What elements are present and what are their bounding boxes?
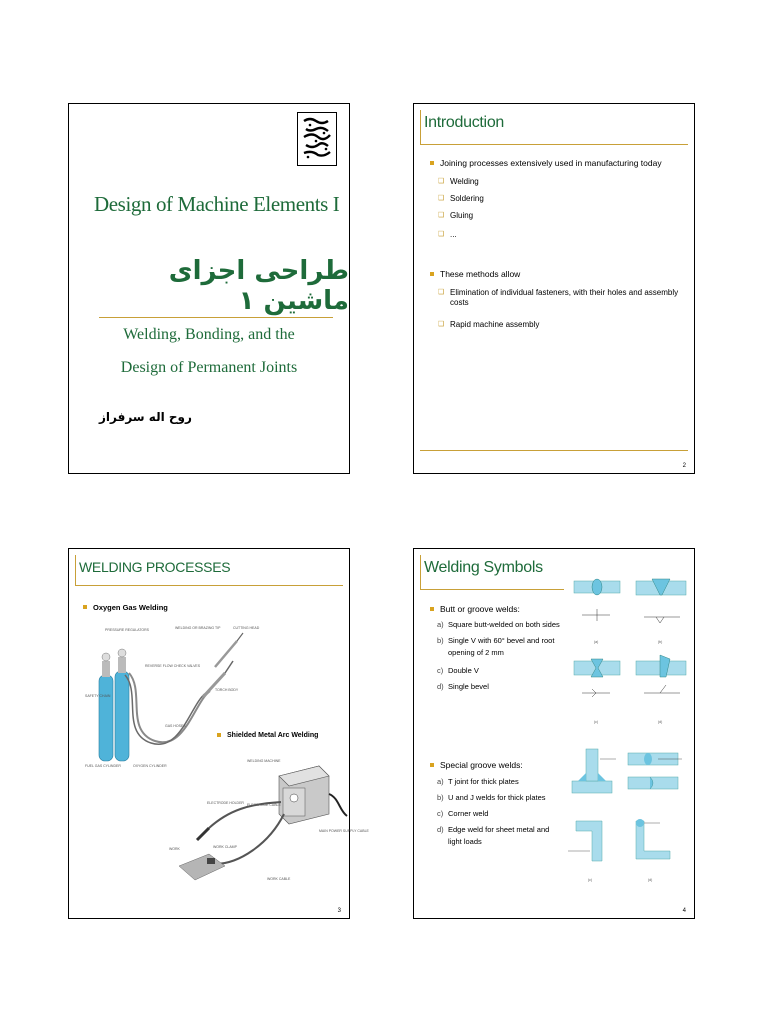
list-item: d) Single bevel [437, 682, 489, 691]
label-check-valves: REVERSE FLOW CHECK VALVES [145, 664, 201, 668]
slide-4 [413, 548, 695, 919]
square-bullet-icon: ❑ [438, 289, 445, 296]
arc-welding-figure [169, 754, 369, 894]
square-bullet-icon: ❑ [438, 321, 445, 328]
square-bullet-icon: ❑ [438, 231, 445, 238]
list-item: b) U and J welds for thick plates [437, 793, 546, 802]
label-pressure-regulators: PRESSURE REGULATORS [105, 628, 150, 632]
square-bullet-icon: ❑ [438, 195, 445, 202]
subtitle-line-2: Design of Permanent Joints [120, 359, 298, 376]
sub-bullet-rapid-assembly: ❑ Rapid machine assembly [438, 320, 540, 329]
butt-weld-figures [570, 565, 690, 735]
bullet-butt-groove: Butt or groove welds: [440, 604, 520, 614]
title-rule [420, 144, 688, 145]
university-logo [297, 112, 337, 166]
svg-text:(c): (c) [594, 720, 599, 724]
bullet-oxygen-gas-welding: Oxygen Gas Welding [93, 603, 168, 612]
sub-bullet-elimination: ❑ Elimination of individual fasteners, with their holes and assembly costs [438, 288, 679, 307]
label-cutting-head: CUTTING HEAD [233, 626, 260, 630]
page-number: 2 [682, 463, 686, 469]
slide-title: Introduction [424, 114, 505, 131]
svg-text:(d): (d) [658, 720, 663, 724]
square-bullet-icon: ❑ [438, 178, 445, 185]
svg-text:(a): (a) [594, 640, 599, 644]
label-welding-tip: WELDING OR BRAZING TIP [175, 626, 221, 630]
title-rule [75, 585, 343, 586]
title-left-rule [420, 110, 421, 144]
page-number: 4 [682, 908, 686, 914]
label-welding-machine: WELDING MACHINE [247, 759, 281, 763]
label-fuel-gas-cylinder: FUEL GAS CYLINDER [85, 764, 121, 768]
sub-bullet-welding: ❑ Welding [438, 177, 479, 186]
list-item: light loads [448, 837, 482, 846]
list-item: d) Edge weld for sheet metal and [437, 825, 550, 834]
slide-title: WELDING PROCESSES [79, 559, 231, 575]
title-left-rule [420, 555, 421, 589]
list-item: b) Single V with 60° bevel and root [437, 636, 555, 645]
svg-text:(b): (b) [658, 640, 663, 644]
slide-title-persian: طراحی اجزای ماشین ۱ [168, 256, 349, 316]
list-item: a) T joint for thick plates [437, 777, 519, 786]
list-item: c) Double V [437, 666, 479, 675]
label-oxygen-cylinder: OXYGEN CYLINDER [133, 764, 167, 768]
label-electrode-cable: ELECTRODE CABLE [247, 803, 281, 807]
slide-2 [413, 103, 695, 474]
square-bullet-icon: ❑ [438, 212, 445, 219]
slide-1 [68, 103, 350, 474]
label-main-power: MAIN POWER SUPPLY CABLE [319, 829, 369, 833]
label-safety-chain: SAFETY CHAIN [85, 694, 111, 698]
label-gas-hoses: GAS HOSES [165, 724, 186, 728]
bullet-joining-processes: Joining processes extensively used in manufacturing today [440, 158, 662, 168]
svg-text:(d): (d) [648, 878, 653, 882]
label-electrode-holder: ELECTRODE HOLDER [207, 801, 244, 805]
slide-3 [68, 548, 369, 919]
bullet-shielded-metal-arc: Shielded Metal Arc Welding [227, 732, 319, 739]
sub-bullet-ellipsis: ❑ ... [438, 230, 457, 239]
divider [99, 317, 333, 318]
bullet-methods-allow: These methods allow [440, 269, 521, 279]
list-item: opening of 2 mm [448, 648, 504, 657]
list-item: a) Square butt-welded on both sides [437, 620, 560, 629]
list-item: c) Corner weld [437, 809, 489, 818]
footer-rule [420, 450, 688, 451]
label-work: WORK [169, 847, 180, 851]
svg-text:(c): (c) [588, 878, 593, 882]
label-work-cable: WORK CABLE [267, 877, 291, 881]
title-rule [420, 589, 564, 590]
oxygen-gas-welding-figure [85, 621, 285, 771]
page-number: 3 [337, 908, 341, 914]
title-left-rule [75, 555, 76, 585]
slide-title: Welding Symbols [424, 559, 543, 576]
label-work-clamp: WORK CLAMP [213, 845, 237, 849]
sub-bullet-soldering: ❑ Soldering [438, 194, 484, 203]
sub-bullet-gluing: ❑ Gluing [438, 211, 474, 220]
special-groove-figures [564, 741, 690, 891]
label-torch-body: TORCH BODY [215, 688, 239, 692]
bullet-special-groove: Special groove welds: [440, 760, 523, 770]
subtitle-line-1: Welding, Bonding, and the [123, 326, 295, 343]
author-name: روح اله سرفراز [99, 410, 192, 424]
slide-title: Design of Machine Elements I [94, 192, 340, 216]
